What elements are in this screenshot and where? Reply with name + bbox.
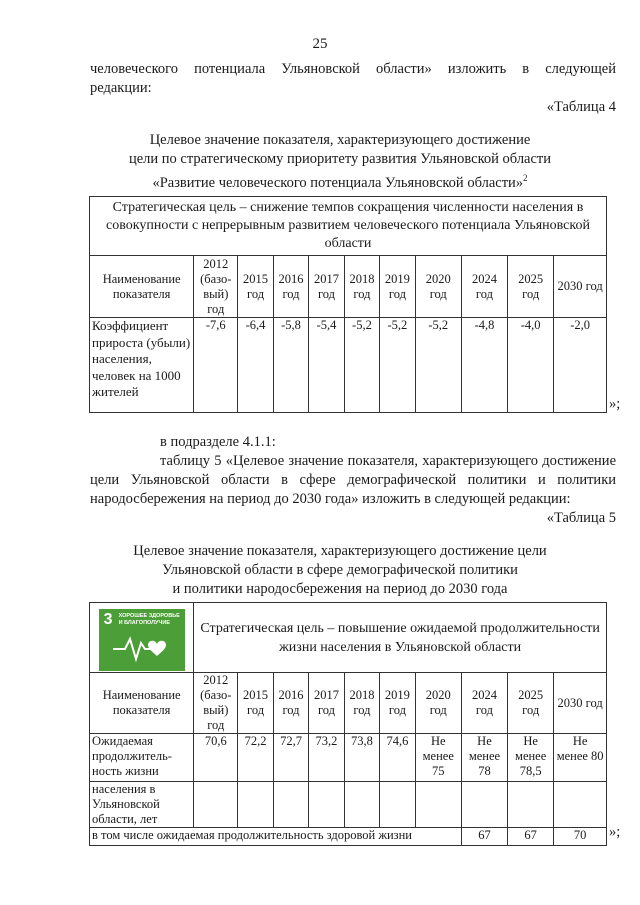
year-header: 2025 год [508, 673, 554, 734]
indicator-name: Ожидаемая продолжитель-ность жизни [90, 734, 194, 782]
value-cell: -4,8 [461, 318, 507, 413]
empty-cell [309, 782, 344, 828]
value-cell: 70 [554, 828, 607, 846]
year-header: 2019 год [380, 673, 415, 734]
value-cell: Не менее 75 [415, 734, 461, 782]
indicator-header: Наименование показателя [90, 256, 194, 318]
value-cell: -5,4 [309, 318, 344, 413]
empty-cell [238, 782, 273, 828]
value-cell: 72,2 [238, 734, 273, 782]
empty-cell [273, 782, 308, 828]
empty-cell [344, 782, 379, 828]
table-title-text: «Развитие человеческого потенциала Ульяновской области» [152, 174, 524, 191]
table-title-line: цели по стратегическому приоритету развития Ульяновской области [128, 151, 552, 167]
table-reference: «Таблица 4 [546, 99, 616, 115]
value-cell: 73,8 [344, 734, 379, 782]
value-cell: -5,8 [273, 318, 308, 413]
value-cell: -2,0 [554, 318, 607, 413]
year-header: 2017 год [309, 673, 344, 734]
sdg-3-logo [99, 609, 185, 671]
page-number: 25 [312, 36, 328, 52]
footnote-marker: 2 [523, 173, 528, 183]
sdg-label: ХОРОШЕЕ ЗДОРОВЬЕ И БЛАГОПОЛУЧИЕ [118, 613, 180, 626]
table-title-line: Ульяновской области в сфере демографической политики [162, 562, 518, 578]
section-text-line: таблицу 5 «Целевое значение показателя, характеризующего достижение [160, 453, 616, 469]
year-header: 2012 (базо-вый) год [194, 256, 238, 318]
closing-quote: »; [609, 824, 621, 840]
table-title-line [40, 169, 640, 193]
indicator-header: Наименование показателя [90, 673, 194, 734]
empty-cell [554, 782, 607, 828]
empty-cell [508, 782, 554, 828]
value-cell: -7,6 [194, 318, 238, 413]
strategic-goal: Стратегическая цель – снижение темпов сокращения численности населения в совокупности с непрерывным развитием человеческого потенциала Ульяновской области [90, 197, 607, 256]
year-header: 2016 год [273, 673, 308, 734]
indicator-name: Коэффициент прироста (убыли) населения, человек на 1000 жителей [90, 318, 194, 413]
value-cell: 67 [461, 828, 507, 846]
year-header: 2024 год [461, 256, 507, 318]
strategic-goal: Стратегическая цель – повышение ожидаемой продолжительности жизни населения в Ульяновской области [194, 603, 607, 673]
table-title-line: Целевое значение показателя, характеризующего достижение цели [133, 543, 547, 559]
value-cell: -5,2 [415, 318, 461, 413]
value-cell: 72,7 [273, 734, 308, 782]
table-5 [89, 602, 607, 846]
table-title-line: и политики народосбережения на период до 2030 года [172, 581, 508, 597]
section-text-line: в подразделе 4.1.1: [160, 434, 276, 450]
indicator-name-continued: населения в Ульяновской области, лет [90, 782, 194, 828]
year-header: 2019 год [380, 256, 415, 318]
section-text-line: цели Ульяновской области в сфере демографической политики и политики [90, 472, 616, 488]
year-header: 2025 год [508, 256, 554, 318]
year-header: 2016 год [273, 256, 308, 318]
healthy-life-label: в том числе ожидаемая продолжительность здоровой жизни [90, 828, 462, 846]
empty-cell [461, 782, 507, 828]
empty-cell [415, 782, 461, 828]
value-cell: 73,2 [309, 734, 344, 782]
value-cell: Не менее 78 [461, 734, 507, 782]
table-title-line: Целевое значение показателя, характеризующего достижение [149, 132, 531, 148]
year-header: 2020 год [415, 673, 461, 734]
year-header: 2017 год [309, 256, 344, 318]
value-cell: -5,2 [380, 318, 415, 413]
value-cell: Не менее 80 [554, 734, 607, 782]
value-cell: -5,2 [344, 318, 379, 413]
value-cell: -6,4 [238, 318, 273, 413]
year-header: 2015 год [238, 256, 273, 318]
sdg-number: 3 [103, 611, 113, 628]
closing-quote: »; [609, 396, 621, 412]
empty-cell [380, 782, 415, 828]
intro-text-line: человеческого потенциала Ульяновской области» изложить в следующей [90, 61, 616, 77]
value-cell: 74,6 [380, 734, 415, 782]
year-header: 2020 год [415, 256, 461, 318]
year-header: 2030 год [554, 673, 607, 734]
section-text-line: народосбережения на период до 2030 года» изложить в следующей редакции: [90, 491, 571, 507]
value-cell: Не менее 78,5 [508, 734, 554, 782]
empty-cell [194, 782, 238, 828]
heartbeat-icon [111, 633, 171, 663]
year-header: 2024 год [461, 673, 507, 734]
year-header: 2018 год [344, 673, 379, 734]
year-header: 2012 (базо-вый) год [194, 673, 238, 734]
value-cell: 70,6 [194, 734, 238, 782]
year-header: 2018 год [344, 256, 379, 318]
value-cell: -4,0 [508, 318, 554, 413]
table-reference: «Таблица 5 [546, 510, 616, 526]
intro-text-line: редакции: [90, 80, 152, 96]
year-header: 2015 год [238, 673, 273, 734]
value-cell: 67 [508, 828, 554, 846]
year-header: 2030 год [554, 256, 607, 318]
table-4 [89, 196, 607, 413]
sdg-cell [90, 603, 194, 673]
